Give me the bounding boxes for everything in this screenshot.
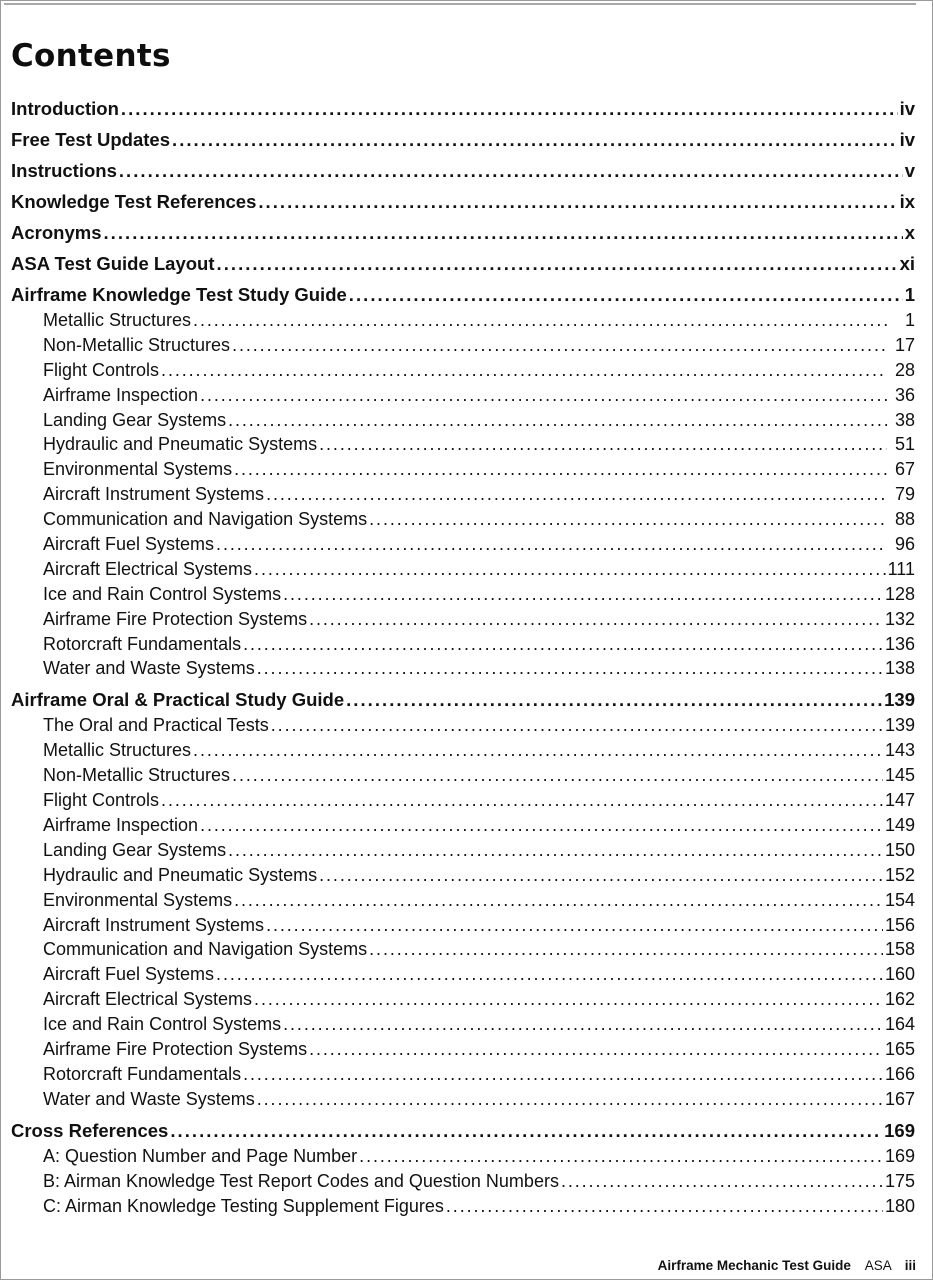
dot-leader — [217, 251, 898, 277]
dot-leader — [346, 687, 882, 713]
toc-entry-label: A: Question Number and Page Number — [43, 1145, 358, 1166]
dot-leader — [200, 813, 883, 838]
toc-entry-page-number: 51 — [894, 434, 915, 455]
toc-entry-page-number: 143 — [884, 740, 915, 761]
toc-entry-label: Aircraft Fuel Systems — [43, 964, 215, 985]
toc-entry-page-number: x — [904, 222, 915, 243]
toc-entry-label: Introduction — [11, 98, 119, 119]
toc-entry-page-number: 28 — [894, 359, 915, 380]
toc-entry-label: B: Airman Knowledge Test Report Codes and Question Numbers — [43, 1170, 559, 1191]
dot-leader — [283, 582, 883, 607]
toc-entry-page-number: 167 — [884, 1088, 915, 1109]
toc-entry-label: Cross References — [11, 1119, 169, 1141]
toc-subsection-entry[interactable] — [11, 532, 915, 557]
toc-entry-label: Communication and Navigation Systems — [43, 509, 368, 530]
toc-entry-page-number: 1 — [904, 284, 915, 305]
toc-entry-label: Aircraft Electrical Systems — [43, 989, 253, 1010]
dot-leader — [172, 127, 898, 153]
toc-entry-page-number: 128 — [884, 583, 915, 604]
toc-subsection-entry[interactable] — [11, 432, 915, 457]
dot-leader — [266, 913, 883, 938]
dot-leader — [232, 763, 883, 788]
toc-subsection-entry[interactable] — [11, 1194, 915, 1225]
toc-entry-page-number: 154 — [884, 889, 915, 910]
dot-leader — [359, 1144, 883, 1169]
toc-entry-page-number: 36 — [894, 384, 915, 405]
toc-subsection-entry[interactable] — [11, 408, 915, 433]
toc-entry-page-number: 180 — [884, 1195, 915, 1216]
toc-entry-page-number: 139 — [884, 689, 915, 711]
footer-page-number: iii — [904, 1258, 916, 1273]
toc-entry-page-number: 111 — [887, 558, 915, 579]
toc-entry-page-number: 139 — [884, 715, 915, 736]
dot-leader — [283, 1012, 883, 1037]
toc-subsection-entry[interactable] — [11, 1062, 915, 1087]
toc-subsection-entry[interactable] — [11, 457, 915, 482]
toc-section-entry[interactable] — [11, 687, 915, 713]
toc-subsection-entry[interactable] — [11, 1169, 915, 1194]
toc-entry-page-number: 132 — [884, 608, 915, 629]
toc-subsection-entry[interactable] — [11, 1037, 915, 1062]
toc-subsection-entry[interactable] — [11, 962, 915, 987]
toc-entry-label: Flight Controls — [43, 359, 160, 380]
toc-entry-page-number: 67 — [894, 459, 915, 480]
toc-subsection-entry[interactable] — [11, 656, 915, 687]
dot-leader — [561, 1169, 883, 1194]
dot-leader — [161, 358, 887, 383]
dot-leader — [271, 713, 883, 738]
dot-leader — [103, 220, 902, 246]
toc-entry-page-number: 149 — [884, 815, 915, 836]
toc-section-entry[interactable] — [11, 158, 915, 189]
toc-entry-label: Airframe Oral & Practical Study Guide — [11, 689, 345, 711]
dot-leader — [234, 457, 887, 482]
dot-leader — [232, 333, 887, 358]
toc-entry-label: Water and Waste Systems — [43, 658, 255, 679]
toc-entry-page-number: 164 — [884, 1014, 915, 1035]
toc-entry-label: Aircraft Fuel Systems — [43, 534, 215, 555]
toc-section-entry[interactable] — [11, 251, 915, 282]
page-footer — [658, 1258, 916, 1273]
toc-entry-page-number: 147 — [884, 790, 915, 811]
toc-entry-label: Hydraulic and Pneumatic Systems — [43, 864, 318, 885]
footer-publisher: ASA — [864, 1258, 891, 1273]
toc-entry-page-number: xi — [899, 253, 915, 274]
dot-leader — [257, 656, 883, 681]
toc-entry-label: Ice and Rain Control Systems — [43, 1014, 282, 1035]
toc-entry-label: Environmental Systems — [43, 459, 233, 480]
toc-subsection-entry[interactable] — [11, 607, 915, 632]
toc-entry-label: Acronyms — [11, 222, 102, 243]
toc-subsection-entry[interactable] — [11, 632, 915, 657]
toc-entry-page-number: 150 — [884, 839, 915, 860]
toc-entry-label: Rotorcraft Fundamentals — [43, 633, 242, 654]
toc-subsection-entry[interactable] — [11, 738, 915, 763]
toc-subsection-entry[interactable] — [11, 838, 915, 863]
toc-entry-label: Airframe Inspection — [43, 815, 199, 836]
toc-entry-label: Metallic Structures — [43, 310, 192, 330]
dot-leader — [170, 1118, 882, 1144]
page-title: Contents — [11, 38, 171, 74]
toc-entry-label: Rotorcraft Fundamentals — [43, 1063, 242, 1084]
dot-leader — [266, 482, 887, 507]
toc-entry-label: Non-Metallic Structures — [43, 765, 231, 786]
toc-section-entry[interactable] — [11, 220, 915, 251]
dot-leader — [309, 607, 883, 632]
dot-leader — [121, 96, 898, 122]
toc-subsection-entry[interactable] — [11, 358, 915, 383]
toc-entry-label: Free Test Updates — [11, 129, 171, 150]
toc-entry-page-number: 160 — [884, 964, 915, 985]
toc-subsection-entry[interactable] — [11, 788, 915, 813]
toc-subsection-entry[interactable] — [11, 1144, 915, 1169]
toc-entry-page-number: 169 — [884, 1119, 915, 1141]
toc-entry-page-number: v — [904, 160, 915, 181]
dot-leader — [446, 1194, 883, 1219]
toc-entry-label: Landing Gear Systems — [43, 409, 227, 430]
toc-entry-label: Aircraft Instrument Systems — [43, 484, 265, 505]
toc-entry-page-number: 88 — [894, 509, 915, 530]
dot-leader — [369, 507, 887, 532]
toc-entry-label: Ice and Rain Control Systems — [43, 583, 282, 604]
toc-entry-label: Aircraft Instrument Systems — [43, 914, 265, 935]
footer-book-title: Airframe Mechanic Test Guide — [657, 1258, 851, 1273]
toc-entry-page-number: ix — [899, 191, 915, 212]
dot-leader — [228, 838, 883, 863]
dot-leader — [349, 282, 903, 308]
dot-leader — [254, 557, 886, 582]
dot-leader — [193, 308, 887, 333]
toc-entry-page-number: 38 — [894, 409, 915, 430]
toc-entry-label: Airframe Fire Protection Systems — [43, 608, 308, 629]
toc-entry-page-number: 96 — [894, 534, 915, 555]
toc-entry-label: Knowledge Test References — [11, 191, 257, 212]
dot-leader — [319, 863, 883, 888]
toc-entry-label: Hydraulic and Pneumatic Systems — [43, 434, 318, 455]
toc-subsection-entry[interactable] — [11, 1087, 915, 1118]
toc-entry-label: Airframe Fire Protection Systems — [43, 1039, 308, 1060]
toc-entry-label: Airframe Inspection — [43, 384, 199, 405]
toc-entry-page-number: 79 — [894, 484, 915, 505]
toc-subsection-entry[interactable] — [11, 937, 915, 962]
toc-section-entry[interactable] — [11, 96, 915, 127]
toc-entry-label: Non-Metallic Structures — [43, 334, 231, 355]
dot-leader — [254, 987, 883, 1012]
toc-entry-page-number: 1 — [904, 310, 915, 330]
toc-entry-page-number: 145 — [884, 765, 915, 786]
toc-section-entry[interactable] — [11, 189, 915, 220]
dot-leader — [309, 1037, 883, 1062]
toc-subsection-entry[interactable] — [11, 383, 915, 408]
dot-leader — [200, 383, 887, 408]
toc-subsection-entry[interactable] — [11, 1012, 915, 1037]
toc-entry-page-number: 17 — [894, 334, 915, 355]
toc-entry-page-number: 156 — [884, 914, 915, 935]
dot-leader — [319, 432, 887, 457]
toc-subsection-entry[interactable] — [11, 482, 915, 507]
toc-entry-page-number: 136 — [884, 633, 915, 654]
toc-entry-label: Aircraft Electrical Systems — [43, 558, 253, 579]
dot-leader — [234, 888, 883, 913]
toc-section-entry[interactable] — [11, 127, 915, 158]
toc-entry-page-number: iv — [899, 129, 915, 150]
toc-entry-page-number: iv — [899, 98, 915, 119]
toc-entry-page-number: 158 — [884, 939, 915, 960]
toc-entry-label: Water and Waste Systems — [43, 1088, 255, 1109]
toc-entry-page-number: 165 — [884, 1039, 915, 1060]
toc-entry-label: Landing Gear Systems — [43, 839, 227, 860]
toc-entry-label: C: Airman Knowledge Testing Supplement Figures — [43, 1195, 444, 1216]
dot-leader — [243, 1062, 883, 1087]
toc-section-entry[interactable] — [11, 282, 915, 308]
toc-subsection-entry[interactable] — [11, 333, 915, 358]
toc-subsection-entry[interactable] — [11, 913, 915, 938]
toc-subsection-entry[interactable] — [11, 507, 915, 532]
dot-leader — [119, 158, 903, 184]
dot-leader — [369, 937, 883, 962]
dot-leader — [216, 962, 883, 987]
dot-leader — [193, 738, 883, 763]
toc-entry-label: ASA Test Guide Layout — [11, 253, 215, 274]
dot-leader — [258, 189, 897, 215]
toc-entry-label: Metallic Structures — [43, 740, 192, 761]
toc-subsection-entry[interactable] — [11, 582, 915, 607]
toc-subsection-entry[interactable] — [11, 888, 915, 913]
dot-leader — [216, 532, 887, 557]
toc-subsection-entry[interactable] — [11, 763, 915, 788]
toc-entry-label: Environmental Systems — [43, 889, 233, 910]
dot-leader — [243, 632, 883, 657]
toc-subsection-entry[interactable] — [11, 987, 915, 1012]
toc-entry-label: Instructions — [11, 160, 117, 181]
toc-entry-label: The Oral and Practical Tests — [43, 715, 269, 736]
toc-entry-page-number: 138 — [884, 658, 915, 679]
dot-leader — [257, 1087, 883, 1112]
toc-entry-label: Communication and Navigation Systems — [43, 939, 368, 960]
toc-subsection-entry[interactable] — [11, 557, 915, 582]
toc-subsection-entry[interactable] — [11, 713, 915, 738]
dot-leader — [228, 408, 887, 433]
toc-entry-page-number: 152 — [884, 864, 915, 885]
toc-entry-page-number: 175 — [884, 1170, 915, 1191]
toc-subsection-entry[interactable] — [11, 308, 915, 333]
toc-section-entry[interactable] — [11, 1118, 915, 1144]
top-rule — [4, 3, 916, 5]
toc-entry-page-number: 162 — [884, 989, 915, 1010]
toc-entry-label: Flight Controls — [43, 790, 160, 811]
toc-entry-page-number: 166 — [884, 1063, 915, 1084]
toc-subsection-entry[interactable] — [11, 813, 915, 838]
dot-leader — [161, 788, 883, 813]
toc-entry-page-number: 169 — [884, 1145, 915, 1166]
toc-entry-label: Airframe Knowledge Test Study Guide — [11, 284, 347, 305]
table-of-contents — [11, 96, 915, 1225]
toc-subsection-entry[interactable] — [11, 863, 915, 888]
